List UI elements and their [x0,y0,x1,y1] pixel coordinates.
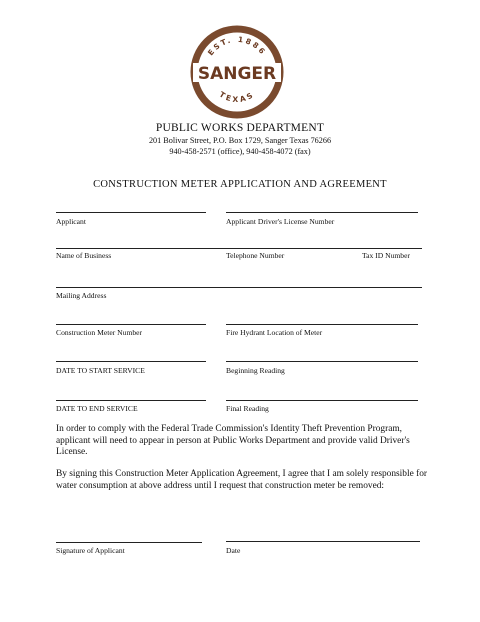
signature-label: Signature of Applicant [56,546,125,555]
telephone-label: Telephone Number [226,251,285,260]
date-label: Date [226,546,241,555]
applicant-line[interactable] [56,212,206,213]
final-reading-label: Final Reading [226,404,269,413]
final-reading-line[interactable] [226,400,418,401]
applicant-label: Applicant [56,217,86,226]
identity-paragraph: In order to comply with the Federal Trade Commission's Identity Theft Prevention Program, applicant will need to appear in person at Public Works Department and provide valid Driver's License. [56,424,410,458]
beginning-reading-label: Beginning Reading [226,366,285,375]
mailing-address-label: Mailing Address [56,291,107,300]
agreement-paragraph: By signing this Construction Meter Application Agreement, I agree that I am solely responsible for water consumption at above address until I request that construction meter be removed: [56,469,428,491]
business-line[interactable] [56,248,422,249]
sanger-logo [187,22,287,122]
meter-number-line[interactable] [56,324,206,325]
logo-est-text: EST. 1886 [205,34,269,58]
signature-line[interactable] [56,542,202,543]
logo-name-text: SANGER [197,64,277,84]
drivers-license-line[interactable] [226,212,418,213]
end-date-label: DATE TO END SERVICE [56,404,138,413]
end-date-line[interactable] [56,400,206,401]
logo-state-text: TEXAS [217,89,257,105]
form-title: CONSTRUCTION METER APPLICATION AND AGREEMENT [93,179,387,190]
mailing-address-line[interactable] [56,287,422,288]
start-date-line[interactable] [56,361,206,362]
department-title: PUBLIC WORKS DEPARTMENT [155,122,325,134]
tax-id-label: Tax ID Number [362,251,410,260]
date-line[interactable] [226,541,420,542]
start-date-label: DATE TO START SERVICE [56,366,145,375]
department-phone: 940-458-2571 (office), 940-458-4072 (fax) [169,147,311,156]
hydrant-location-label: Fire Hydrant Location of Meter [226,328,323,337]
department-address: 201 Bolivar Street, P.O. Box 1729, Sanger Texas 76266 [148,136,332,145]
drivers-license-label: Applicant Driver's License Number [226,217,335,226]
beginning-reading-line[interactable] [226,361,418,362]
business-name-label: Name of Business [56,251,112,260]
hydrant-location-line[interactable] [226,324,418,325]
meter-number-label: Construction Meter Number [56,328,143,337]
